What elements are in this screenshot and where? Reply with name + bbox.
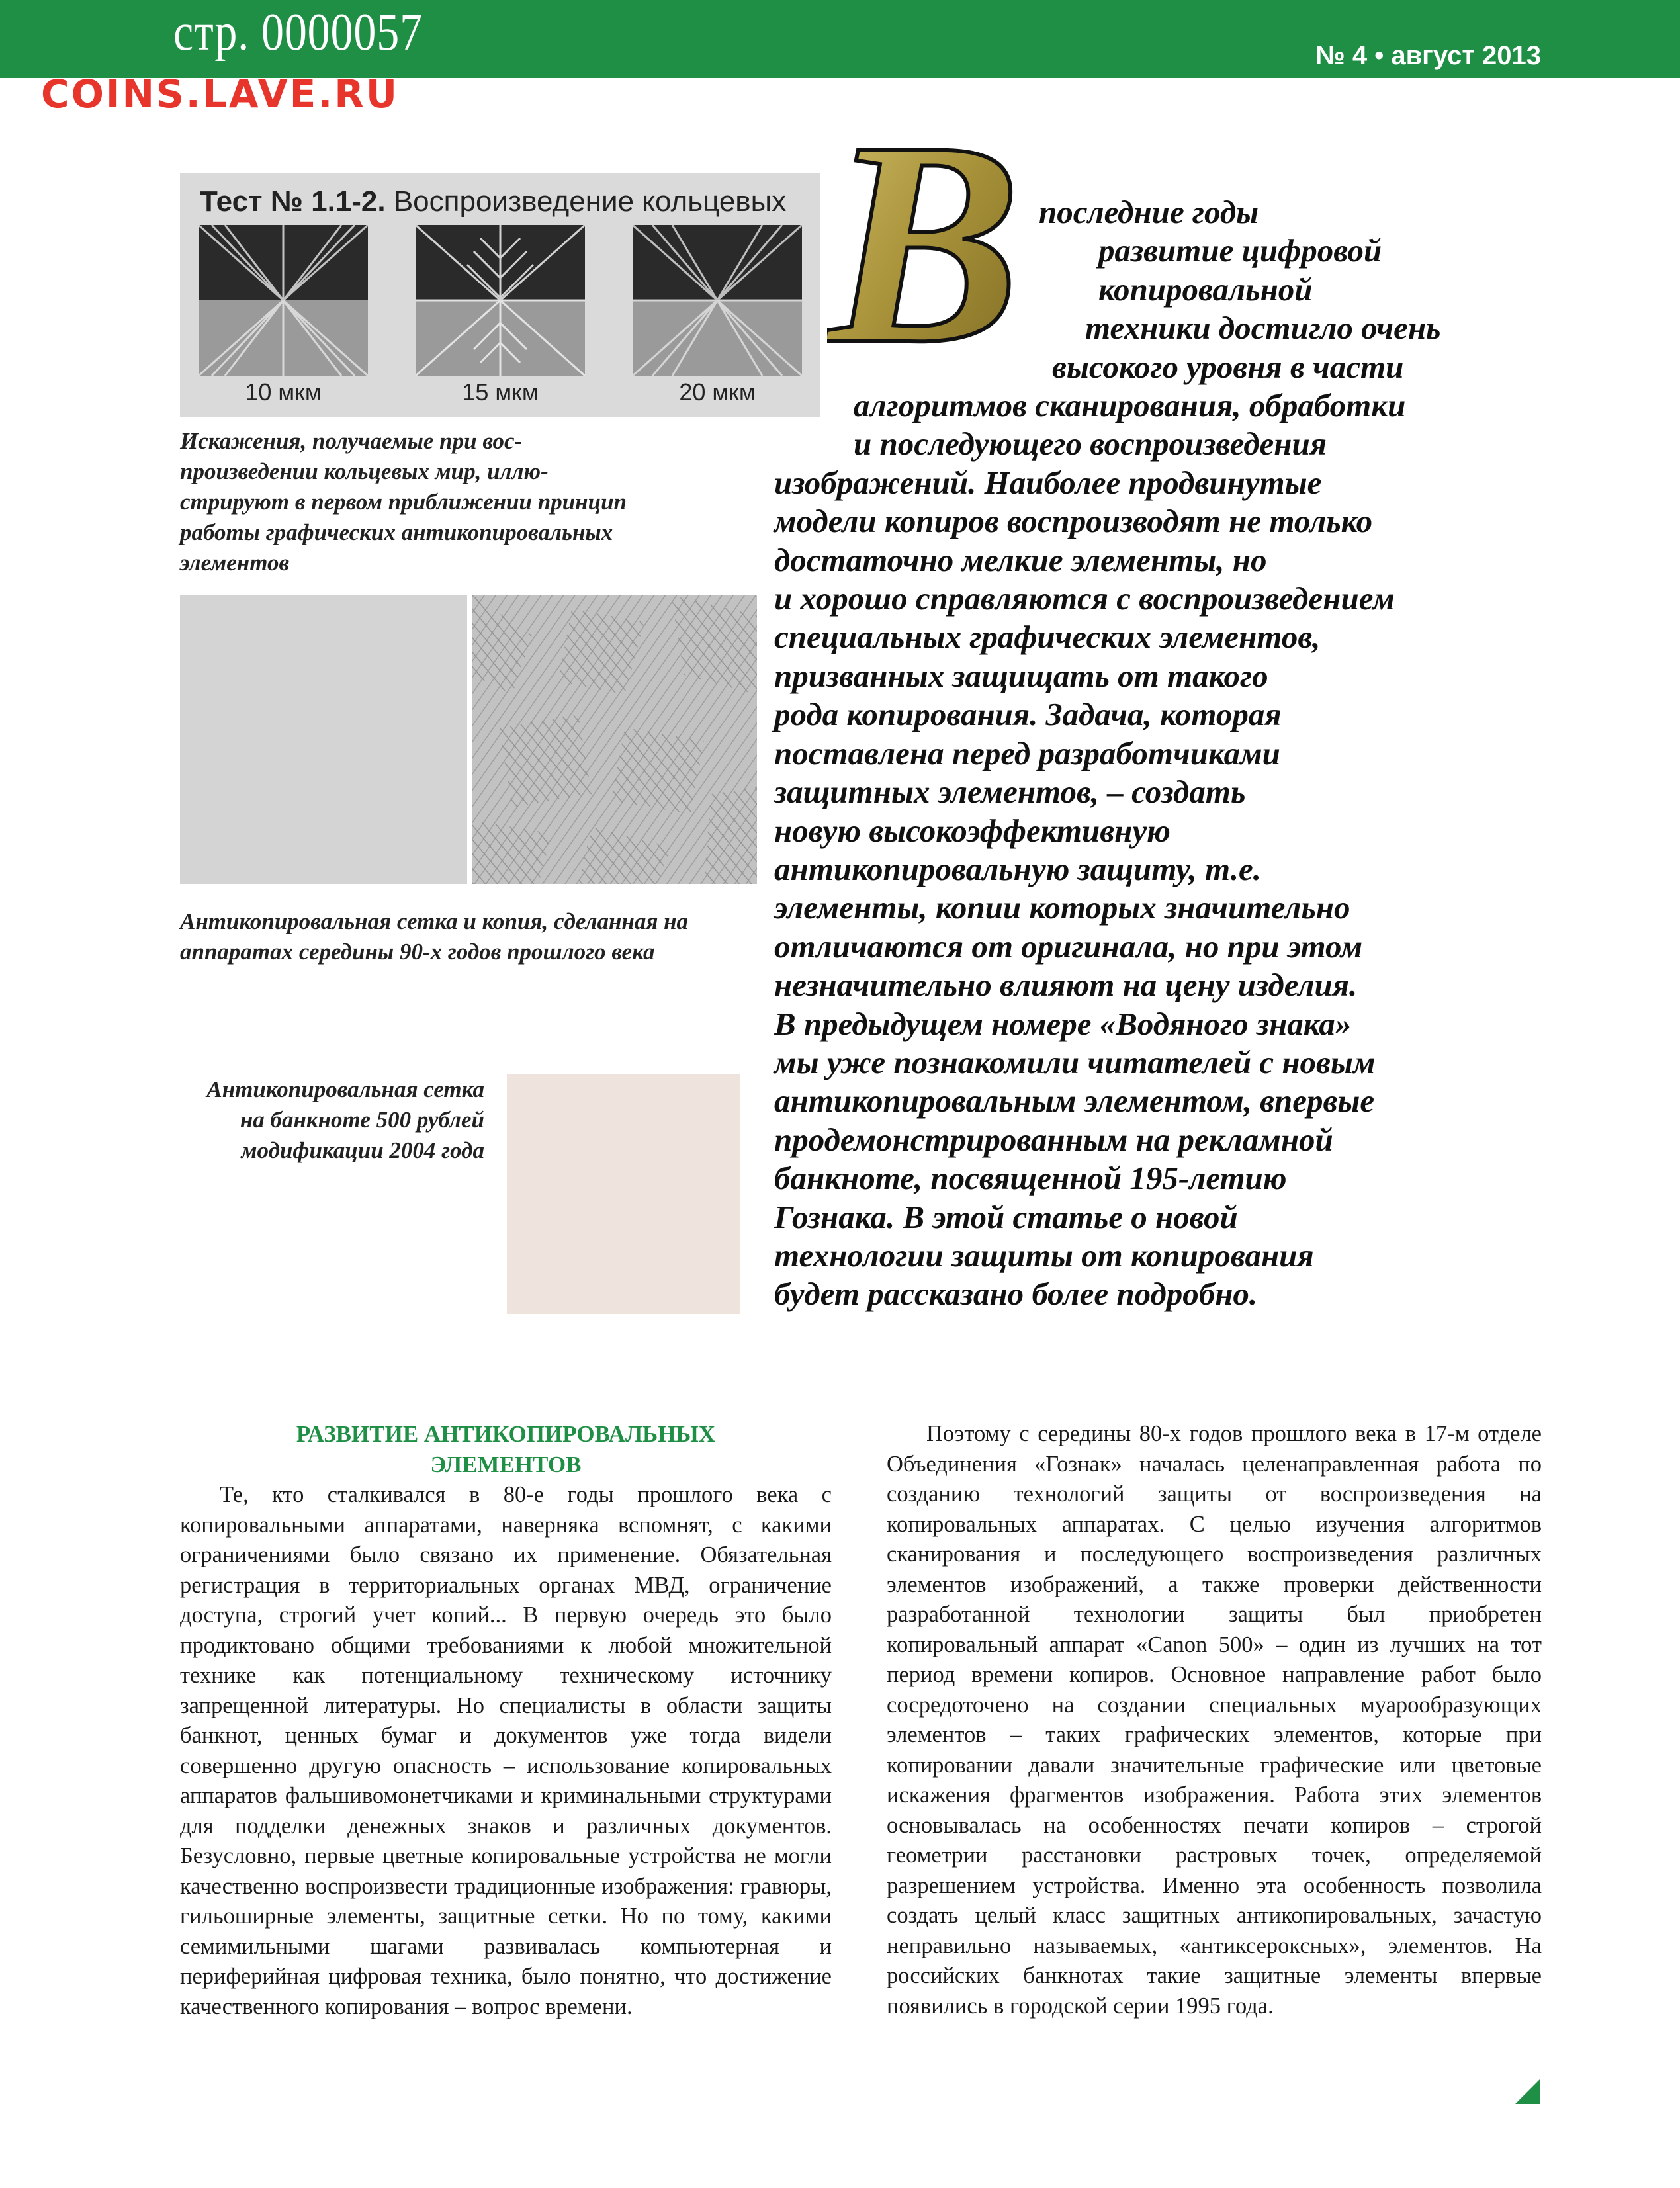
watermark: COINS.LAVE.RU [41, 71, 400, 116]
intro-line: продемонстрированным на рекламной [774, 1121, 1333, 1158]
end-of-page-triangle-icon [1515, 2079, 1540, 2104]
figure-ring-test [180, 173, 820, 417]
figure-anticopy-grid-caption: Антикопировальная сетка и копия, сделанная на аппаратах середины 90-х годов прошлого века [180, 908, 689, 965]
intro-line: техники достигло очень [1085, 310, 1441, 347]
intro-line: изображений. Наиболее продвинутые [774, 464, 1322, 501]
figure-ring-test-caption: Искажения, получаемые при вос-произведении кольцевых мир, иллю-стрируют в первом приближении принцип работы графических антикопировальных элементов [180, 428, 627, 576]
intro-line: незначительно влияют на цену изделия. [774, 967, 1358, 1004]
intro-line: защитных элементов, – создать [774, 773, 1246, 810]
issue-info: № 4 • август 2013 [1315, 41, 1541, 70]
figure-ring-test-title-bold: Тест № 1.1-2. [200, 185, 386, 218]
ring-test-label-3: 20 мкм [679, 378, 756, 406]
page-reference: стр. 0000057 [173, 3, 423, 62]
intro-line: антикопировальным элементом, впервые [774, 1082, 1375, 1119]
ring-test-tile-2 [416, 225, 585, 376]
intro-line: новую высокоэффективную [774, 812, 1171, 849]
intro-line: будет рассказано более подробно. [774, 1276, 1258, 1313]
anticopy-grid-original [180, 595, 467, 884]
article-paragraph-left: Те, кто сталкивался в 80-е годы прошлого века с копировальными аппаратами, наверняка вспомнят, с какими ограничениями было связано их применение. Обязательная регистрация в территориальных органах МВД, ограничение доступа, строгий учет копий... В первую очередь это было продиктовано общими требованиями к любой множительной технике как потенциальному техническому источнику запрещенной литературы. Но специалисты в области защиты банкнот, ценных бумаг и документов уже тогда видели совершенно другую опасность – использование копировальных аппаратов фальшивомонетчиками и криминальными структурами для подделки денежных знаков и различных документов. Безусловно, первые цветные копировальные устройства не могли качественно воспроизвести традиционные изображения: гравюры, гильоширные элементы, защитные сетки. Но по тому, какими семимильными шагами развивалась компьютерная и периферийная цифровая техника, было понятно, что достижение качественного копирования – вопрос времени. [180, 1482, 832, 2019]
intro-line: модели копиров воспроизводят не только [774, 503, 1373, 540]
section-heading-line-1: РАЗВИТИЕ АНТИКОПИРОВАЛЬНЫХ [296, 1421, 716, 1447]
intro-line: поставлена перед разработчиками [774, 734, 1280, 771]
anticopy-grid-copy [472, 595, 757, 884]
intro-line: достаточно мелкие элементы, но [774, 541, 1267, 578]
intro-line: рода копирования. Задача, которая [774, 696, 1282, 733]
figure-banknote-caption: Антикопировальная сетка на банкноте 500 рублей модификации 2004 года [206, 1076, 484, 1163]
article-paragraph-right: Поэтому с середины 80-х годов прошлого века в 17-м отделе Объединения «Гознак» началась целенаправленная работа по созданию технологий защиты от воспроизведения на копировальных аппаратах. С целью изучения алгоритмов сканирования и последующего воспроизведения различных элементов изображений, а также проверки действенности разработанной технологии защиты был приобретен копировальный аппарат «Canon 500» – один из лучших на тот период времени копиров. Основное направление работ было сосредоточено на создании специальных муарообразующих элементов – таких графических элементов, которые при копировании давали значительные графические или цветовые искажения фрагментов изображения. Работа этих элементов основывалась на особенностях печати копиров – строгой геометрии расстановки растровых точек, определяемой разрешением устройства. Именно эта особенность позволила создать целый класс защитных антикопировальных, зачастую неправильно называемых, «антиксероксных», элементов. На российских банкнотах такие защитные элементы впервые появились в городской серии 1995 года. [887, 1421, 1542, 2019]
intro-line: элементы, копии которых значительно [774, 889, 1350, 926]
intro-line: развитие цифровой [1098, 232, 1382, 269]
ring-test-label-1: 10 мкм [245, 378, 322, 406]
intro-line: копировальной [1098, 271, 1313, 308]
intro-line: специальных графических элементов, [774, 619, 1321, 656]
intro-line: алгоритмов сканирования, обработки [854, 387, 1406, 424]
section-heading-line-2: ЭЛЕМЕНТОВ [430, 1452, 582, 1477]
intro-line: и хорошо справляются с воспроизведением [774, 580, 1395, 617]
section-heading [180, 1419, 832, 1480]
intro-line: банкноте, посвященной 195-летию [774, 1160, 1287, 1197]
intro-line: последние годы [1039, 194, 1259, 230]
intro-line: технологии защиты от копирования [774, 1237, 1314, 1274]
intro-line: Гознака. В этой статье о новой [774, 1198, 1238, 1235]
ring-test-label-2: 15 мкм [462, 378, 539, 406]
intro-line: В предыдущем номере «Водяного знака» [774, 1005, 1352, 1042]
intro-line: отличаются от оригинала, но при этом [774, 928, 1363, 965]
article-column-right [887, 1419, 1542, 2021]
header-band [0, 0, 1680, 78]
intro-line: призванных защищать от такого [774, 657, 1268, 694]
intro-line: мы уже познакомили читателей с новым [774, 1043, 1376, 1080]
intro-line: антикопировальную защиту, т.е. [774, 850, 1261, 887]
ring-test-tile-1 [199, 225, 368, 376]
banknote-grid-image [507, 1074, 740, 1314]
intro-line: высокого уровня в части [1052, 348, 1404, 385]
drop-cap-letter: В [827, 96, 1022, 361]
intro-line: и последующего воспроизведения [854, 425, 1327, 462]
article-column-left [180, 1419, 832, 2022]
figure-ring-test-title-rest: Воспроизведение кольцевых [393, 185, 787, 218]
intro-text [774, 193, 1548, 1314]
